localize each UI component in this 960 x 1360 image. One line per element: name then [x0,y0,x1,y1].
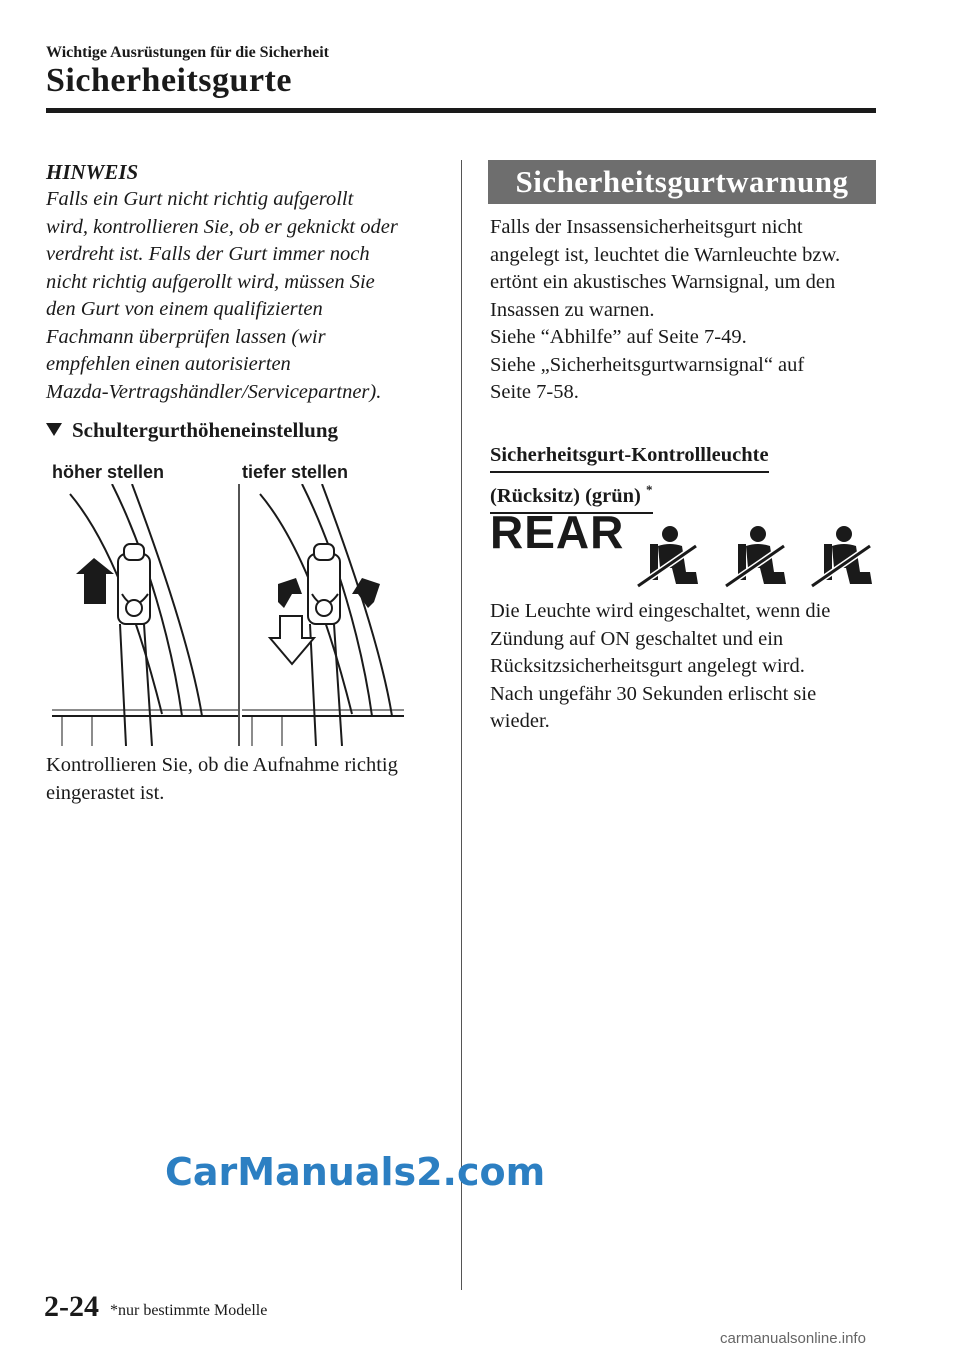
body-line: eingerastet ist. [46,781,165,804]
note-line: Fachmann überprüfen lassen (wir [46,325,326,348]
figure-label-lower: tiefer stellen [242,462,349,482]
note-line: empfehlen einen autorisierten [46,353,291,375]
page-number: 2-24 [44,1290,99,1323]
header-rule [46,108,876,113]
body-line: Die Leuchte wird eingeschaltet, wenn die [490,600,831,622]
figure-label-raise: höher stellen [52,462,165,482]
column-divider [461,160,462,1290]
seatbelt-icon [638,526,698,586]
body-line: Siehe “Abhilfe” auf Seite 7-49. [490,326,747,348]
section-small-heading: Wichtige Ausrüstungen für die Sicherheit [46,44,329,61]
body-line: wieder. [490,710,550,732]
body-line: angelegt ist, leuchtet die Warnleuchte bzw. [490,243,841,266]
belt-height-figure [52,484,404,746]
watermark: CarManuals2.com [165,1150,546,1194]
footnote-star: * [646,482,653,497]
down-arrow-icon [270,616,314,664]
note-line: Falls ein Gurt nicht richtig aufgerollt [46,188,354,210]
body-line: Kontrollieren Sie, ob die Aufnahme richtig [46,754,398,776]
press-arrow-left-icon [278,578,302,608]
rear-indicator-label: REAR [490,506,625,558]
shoulder-belt-heading [46,418,338,443]
seatbelt-indicator-icons [632,520,882,590]
indicator-body-text [490,598,878,736]
body-line: Rücksitzsicherheitsgurt angelegt wird. [490,655,805,677]
left-body-text [46,752,446,807]
footnote: *nur bestimmte Modelle [110,1302,268,1319]
note-line: den Gurt von einem qualifizierten [46,298,323,320]
note-line: nicht richtig aufgerollt wird, müssen Sie [46,270,375,293]
note-body [46,186,446,406]
up-arrow-icon [76,558,114,604]
seatbelt-icon [726,526,786,586]
triangle-bullet-icon [46,423,62,436]
body-line: Seite 7-58. [490,381,579,403]
body-line: Zündung auf ON geschaltet und ein [490,627,784,650]
note-line: wird, kontrollieren Sie, ob er geknickt oder [46,215,398,238]
body-line: Nach ungefähr 30 Sekunden erlischt sie [490,682,817,705]
rear-indicator-heading-line2: (Rücksitz) (grün) * [490,475,653,514]
note-line: verdreht ist. Falls der Gurt immer noch [46,243,370,265]
seatbelt-warning-banner: Sicherheitsgurtwarnung [488,160,876,204]
shoulder-belt-heading-text: Schultergurthöheneinstellung [72,418,339,442]
belt-left [120,624,152,746]
note-line: Mazda-Vertragshändler/Servicepartner). [46,380,382,403]
body-line: Falls der Insassensicherheitsgurt nicht [490,216,803,238]
section-title: Sicherheitsgurte [46,62,292,99]
body-line: Siehe „Sicherheitsgurtwarnsignal“ auf [490,353,805,376]
body-line: ertönt ein akustisches Warnsignal, um den [490,271,836,293]
site-mark: carmanualsonline.info [720,1330,866,1347]
warning-body-text [490,214,878,407]
rear-indicator-heading-line1: Sicherheitsgurt-Kontrollleuchte [490,440,769,473]
belt-right [310,624,342,746]
body-line: Insassen zu warnen. [490,298,655,321]
seatbelt-icon [812,526,872,586]
note-title: HINWEIS [46,160,139,184]
